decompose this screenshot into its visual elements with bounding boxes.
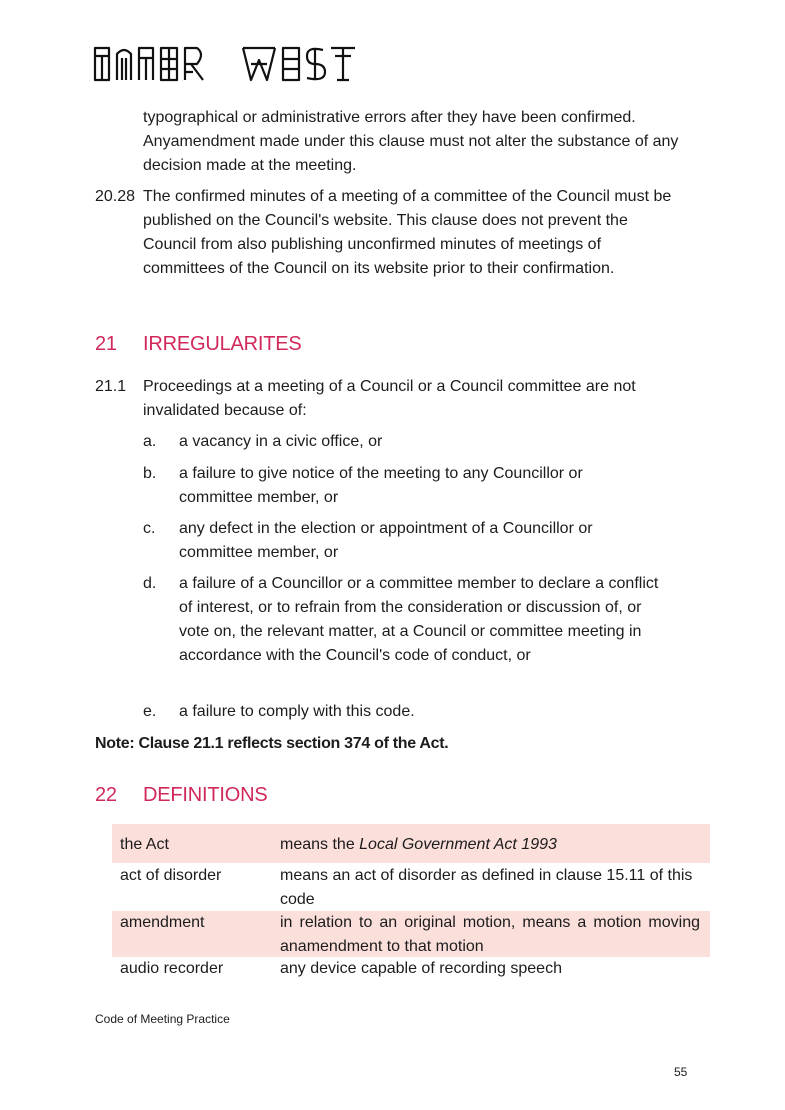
definition-row xyxy=(112,863,710,911)
inner-west-logo xyxy=(93,44,393,84)
definitions-table xyxy=(112,824,710,983)
note-text: Note: Clause 21.1 reflects section 374 of the Act. xyxy=(95,735,449,752)
list-item xyxy=(143,700,683,724)
list-item-text: a failure of a Councillor or a committee member to declare a conflict of interest, or to refrain from the consideration or discussion of, or vote on, the relevant matter, at a Council or committee meeting in accordance with the Council's code of conduct, or xyxy=(179,575,659,664)
list-item-letter: c. xyxy=(143,520,156,537)
definition-term: the Act xyxy=(120,836,169,853)
definition-term: amendment xyxy=(120,914,205,931)
section-heading-22 xyxy=(95,782,495,808)
list-item xyxy=(143,462,683,510)
list-item xyxy=(143,430,683,454)
list-item-letter: e. xyxy=(143,703,157,720)
list-item-text: any defect in the election or appointment of a Councillor or committee member, or xyxy=(179,520,593,561)
definition-term: act of disorder xyxy=(120,867,222,884)
list-item-letter: b. xyxy=(143,465,157,482)
list-item xyxy=(143,517,683,565)
clause-20-28-text: The confirmed minutes of a meeting of a committee of the Council must be published on the Council's website. This clause does not prevent the Council from also publishing unconfirmed minutes of meetings of committees of the Council on its website prior to their confirmation. xyxy=(143,188,672,277)
definition-meaning: any device capable of recording speech xyxy=(280,960,562,977)
definition-meaning xyxy=(280,824,700,857)
inner-west-logo-icon xyxy=(93,44,393,84)
list-item-text: a vacancy in a civic office, or xyxy=(179,433,383,450)
section-title: IRREGULARITES xyxy=(143,333,302,355)
page-number: 55 xyxy=(674,1065,688,1079)
definition-term: audio recorder xyxy=(120,960,224,977)
section-title: DEFINITIONS xyxy=(143,784,268,806)
definition-meaning-prefix: means the xyxy=(280,836,360,853)
clause-21-1-text: Proceedings at a meeting of a Council or a Council committee are not invalidated because of: xyxy=(143,378,636,419)
clause-number: 20.28 xyxy=(95,188,136,205)
section-heading-21 xyxy=(95,331,495,357)
definition-meaning: means an act of disorder as defined in clause 15.11 of this code xyxy=(280,867,693,908)
list-item-text: a failure to give notice of the meeting to any Councillor or committee member, or xyxy=(179,465,583,506)
list-item-letter: d. xyxy=(143,575,157,592)
list-item xyxy=(143,572,683,692)
definition-row xyxy=(112,911,710,957)
definition-row xyxy=(112,824,710,863)
list-item-text: a failure to comply with this code. xyxy=(179,703,415,720)
footer-doc-title: Code of Meeting Practice xyxy=(95,1012,230,1026)
section-number: 22 xyxy=(95,784,117,806)
section-number: 21 xyxy=(95,333,117,355)
definition-meaning: in relation to an original motion, means a motion moving anamendment to that motion xyxy=(280,914,700,955)
clause-20-continuation: typographical or administrative errors after they have been confirmed. Anyamendment made under this clause must not alter the substance of any decision made at the meeting. xyxy=(143,109,679,174)
definition-row xyxy=(112,957,710,983)
list-item-letter: a. xyxy=(143,433,157,450)
clause-number: 21.1 xyxy=(95,378,127,395)
act-title: Local Government Act 1993 xyxy=(359,836,557,853)
